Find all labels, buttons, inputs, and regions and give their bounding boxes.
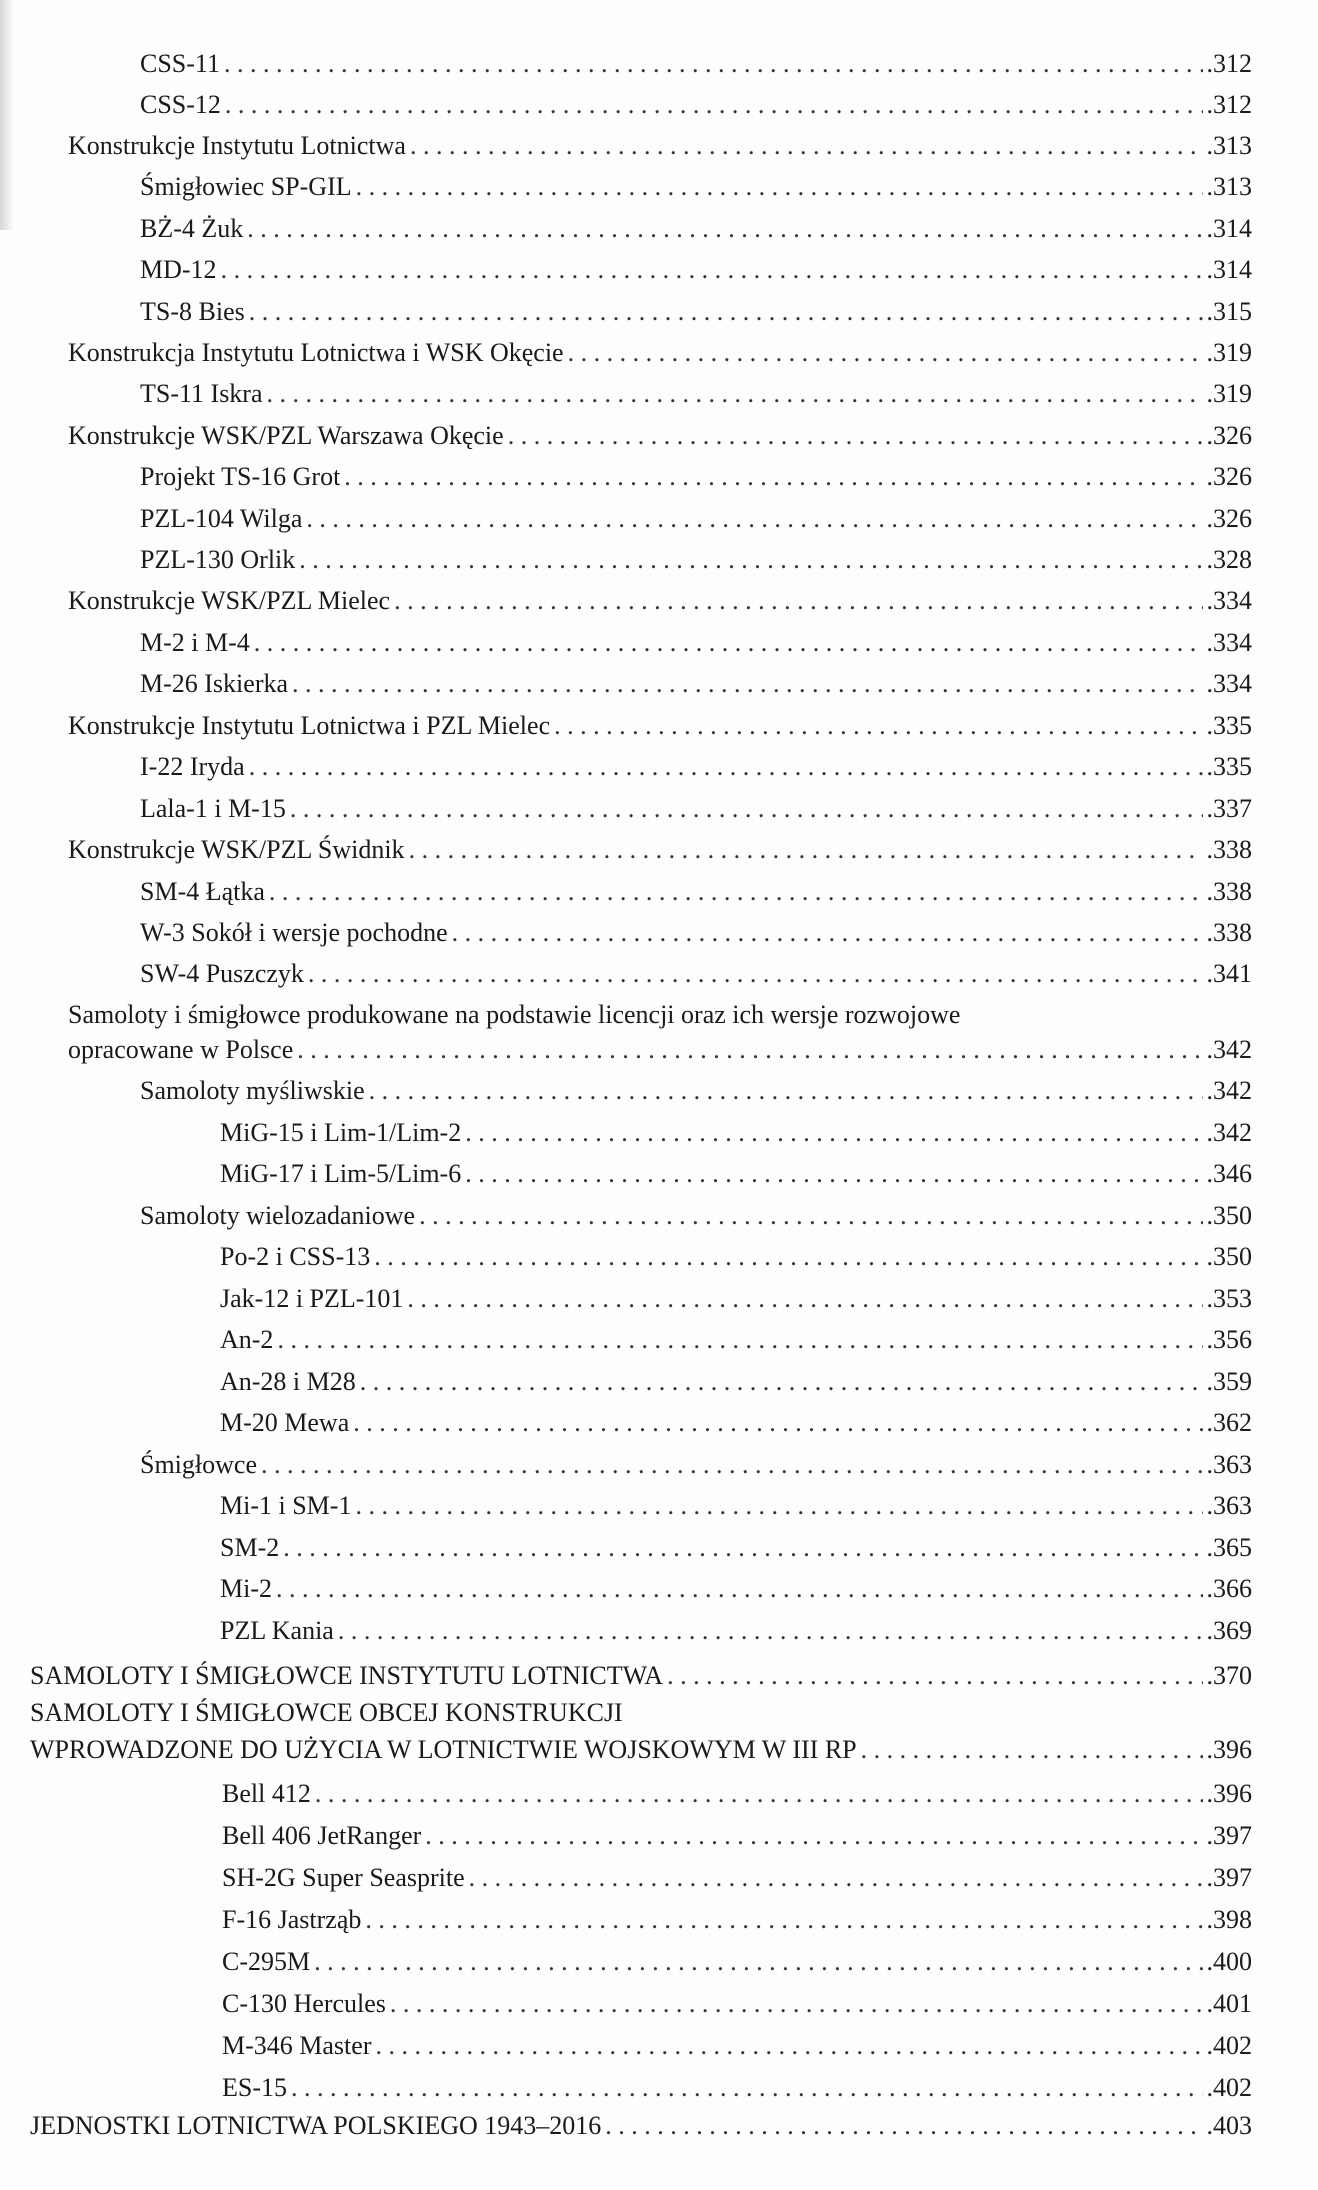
leader-dots	[291, 2072, 1203, 2104]
toc-entry-title: M-20 Mewa	[220, 1408, 350, 1437]
toc-entry-page: .319	[1206, 379, 1252, 408]
leader-dots	[249, 751, 1203, 783]
toc-entry	[222, 1778, 1252, 1810]
leader-dots	[425, 1820, 1202, 1852]
toc-entry-title: PZL-130 Orlik	[140, 545, 296, 574]
toc-entry-page: .328	[1206, 545, 1252, 574]
toc-entry-title: Jak-12 i PZL-101	[220, 1284, 404, 1313]
toc-entry-page: .403	[1206, 2111, 1252, 2140]
toc-entry	[222, 1904, 1252, 1936]
toc-entry-title: CSS-12	[140, 90, 221, 119]
toc-entry	[140, 1075, 1252, 1107]
toc-entry	[222, 2072, 1252, 2104]
toc-entry-page: .326	[1206, 421, 1252, 450]
toc-entry-title: PZL Kania	[220, 1616, 334, 1645]
toc-entry-title: Konstrukcje WSK/PZL Mielec	[68, 586, 391, 615]
toc-entry-title-line1: SAMOLOTY I ŚMIGŁOWCE OBCEJ KONSTRUKCJI	[30, 1698, 623, 1727]
toc-entry-page: .397	[1206, 1821, 1252, 1850]
leader-dots	[360, 1366, 1203, 1398]
toc-entry	[220, 1532, 1252, 1564]
toc-entry-page: .319	[1206, 338, 1252, 367]
toc-entry-title: W-3 Sokół i wersje pochodne	[140, 918, 448, 947]
toc-entry-page: .312	[1206, 90, 1252, 119]
toc-entry-title: MD-12	[140, 255, 217, 284]
toc-entry-page: .334	[1206, 628, 1252, 657]
toc-entry-title: C-130 Hercules	[222, 1989, 386, 2018]
toc-entry	[140, 958, 1252, 990]
toc-entry-page: .398	[1206, 1905, 1252, 1934]
leader-dots	[299, 544, 1202, 576]
toc-entry-page: .338	[1206, 835, 1252, 864]
toc-entry-page: .397	[1206, 1863, 1252, 1892]
toc-entry-title: C-295M	[222, 1947, 311, 1976]
leader-dots	[254, 627, 1203, 659]
toc-entry-title: I-22 Iryda	[140, 752, 245, 781]
toc-entry-page: .402	[1206, 2031, 1252, 2060]
leader-dots	[225, 89, 1203, 121]
toc-entry-page: .359	[1206, 1367, 1252, 1396]
toc-entry	[220, 1241, 1252, 1273]
leader-dots	[390, 1988, 1203, 2020]
toc-entry-page: .342	[1206, 1035, 1252, 1064]
toc-entry-title: JEDNOSTKI LOTNICTWA POLSKIEGO 1943–2016	[30, 2111, 602, 2140]
toc-entry-page: .396	[1206, 1779, 1252, 1808]
toc-entry-page: .338	[1206, 877, 1252, 906]
leader-dots	[308, 958, 1203, 990]
toc-entry-page: .350	[1206, 1242, 1252, 1271]
toc-entry-page: .402	[1206, 2073, 1252, 2102]
toc-entry-title: SAMOLOTY I ŚMIGŁOWCE INSTYTUTU LOTNICTWA	[30, 1661, 664, 1690]
toc-entry-title: M-2 i M-4	[140, 628, 250, 657]
toc-entry-title: Śmigłowiec SP-GIL	[140, 172, 352, 201]
leader-dots	[306, 503, 1202, 535]
toc-entry-page: .342	[1206, 1118, 1252, 1147]
leader-dots	[419, 1200, 1202, 1232]
leader-dots	[269, 876, 1203, 908]
leader-dots	[861, 1734, 1203, 1766]
toc-entry	[30, 2110, 1252, 2142]
toc-entry-title: WPROWADZONE DO UŻYCIA W LOTNICTWIE WOJSKOWYM W III RP	[30, 1735, 857, 1764]
toc-entry-title: Konstrukcje WSK/PZL Świdnik	[68, 835, 405, 864]
toc-entry-title: CSS-11	[140, 49, 220, 78]
toc-entry	[222, 2030, 1252, 2062]
leader-dots	[369, 1075, 1203, 1107]
leader-dots	[410, 130, 1203, 162]
leader-dots	[355, 1490, 1202, 1522]
toc-entry-title: Samoloty wielozadaniowe	[140, 1201, 416, 1230]
leader-dots	[407, 1283, 1202, 1315]
leader-dots	[394, 585, 1202, 617]
toc-entry	[140, 461, 1252, 493]
toc-entry	[140, 503, 1252, 535]
toc-entry	[68, 585, 1252, 617]
toc-entry-title: opracowane w Polsce	[68, 1035, 294, 1064]
toc-entry-title: Konstrukcje Instytutu Lotnictwa	[68, 131, 406, 160]
toc-entry	[140, 1200, 1252, 1232]
toc-entry	[140, 254, 1252, 286]
toc-entry-page: .401	[1206, 1989, 1252, 2018]
toc-entry-page: .334	[1206, 669, 1252, 698]
toc-entry	[140, 1449, 1252, 1481]
toc-entry-title: An-28 i M28	[220, 1367, 356, 1396]
leader-dots	[314, 1946, 1202, 1978]
toc-entry-title: TS-8 Bies	[140, 297, 245, 326]
toc-entry-page: .369	[1206, 1616, 1252, 1645]
toc-entry-page: .370	[1206, 1661, 1252, 1690]
leader-dots	[605, 2110, 1202, 2142]
toc-entry	[30, 1660, 1252, 1692]
leader-dots	[249, 296, 1203, 328]
toc-entry	[222, 1988, 1252, 2020]
toc-entry-title: PZL-104 Wilga	[140, 504, 303, 533]
toc-entry	[222, 1820, 1252, 1852]
leader-dots	[221, 254, 1203, 286]
leader-dots	[508, 420, 1203, 452]
toc-entry	[140, 296, 1252, 328]
toc-entry	[140, 48, 1252, 80]
toc-entry-title: Mi-2	[220, 1574, 272, 1603]
toc-entry-page: .356	[1206, 1325, 1252, 1354]
toc-entry-page: .326	[1206, 462, 1252, 491]
toc-entry-title: M-346 Master	[222, 2031, 372, 2060]
toc-entry-title: Śmigłowce	[140, 1450, 257, 1479]
leader-dots	[568, 337, 1203, 369]
scan-edge-shadow	[0, 0, 14, 230]
toc-entry-title: SW-4 Puszczyk	[140, 959, 304, 988]
toc-entry-page: .342	[1206, 1076, 1252, 1105]
leader-dots	[469, 1862, 1203, 1894]
leader-dots	[452, 917, 1203, 949]
leader-dots	[277, 1324, 1202, 1356]
toc-entry-page: .366	[1206, 1574, 1252, 1603]
leader-dots	[356, 171, 1203, 203]
leader-dots	[247, 213, 1202, 245]
leader-dots	[283, 1532, 1202, 1564]
toc-entry-page: .341	[1206, 959, 1252, 988]
leader-dots	[375, 2030, 1202, 2062]
toc-entry	[220, 1573, 1252, 1605]
toc-entry-page: .312	[1206, 49, 1252, 78]
toc-entry-page: .363	[1206, 1450, 1252, 1479]
toc-entry-page: .353	[1206, 1284, 1252, 1313]
leader-dots	[297, 1034, 1202, 1066]
toc-entry-page: .335	[1206, 752, 1252, 781]
toc-entry	[68, 710, 1252, 742]
toc-entry-title: Po-2 i CSS-13	[220, 1242, 371, 1271]
toc-entry-title: An-2	[220, 1325, 274, 1354]
toc-entry	[140, 213, 1252, 245]
leader-dots	[353, 1407, 1202, 1439]
toc-entry-page: .335	[1206, 711, 1252, 740]
toc-entry-page: .313	[1206, 172, 1252, 201]
leader-dots	[409, 834, 1203, 866]
toc-entry	[68, 337, 1252, 369]
toc-entry	[140, 627, 1252, 659]
toc-entry-title: SH-2G Super Seasprite	[222, 1863, 465, 1892]
toc-entry-title: MiG-17 i Lim-5/Lim-6	[220, 1159, 462, 1188]
toc-entry-page: .314	[1206, 214, 1252, 243]
toc-entry-title: Konstrukcje WSK/PZL Warszawa Okęcie	[68, 421, 504, 450]
toc-entry-title: TS-11 Iskra	[140, 379, 263, 408]
leader-dots	[315, 1778, 1203, 1810]
toc-entry-title: Bell 412	[222, 1779, 311, 1808]
toc-entry-title: ES-15	[222, 2073, 287, 2102]
toc-entry-title: MiG-15 i Lim-1/Lim-2	[220, 1118, 462, 1147]
leader-dots	[365, 1904, 1202, 1936]
leader-dots	[554, 710, 1202, 742]
toc-entry-title: Samoloty myśliwskie	[140, 1076, 365, 1105]
toc-entry	[68, 130, 1252, 162]
leader-dots	[667, 1660, 1202, 1692]
toc-entry	[140, 751, 1252, 783]
toc-entry-page: .363	[1206, 1491, 1252, 1520]
toc-entry-title: F-16 Jastrząb	[222, 1905, 362, 1934]
toc-entry-page: .314	[1206, 255, 1252, 284]
toc-entry-title: BŻ-4 Żuk	[140, 214, 244, 243]
toc-entry	[140, 876, 1252, 908]
toc-entry	[140, 668, 1252, 700]
leader-dots	[290, 793, 1203, 825]
toc-entry	[220, 1615, 1252, 1647]
toc-entry	[30, 1734, 1252, 1766]
leader-dots	[374, 1241, 1202, 1273]
toc-entry	[140, 544, 1252, 576]
toc-entry-title: Bell 406 JetRanger	[222, 1821, 422, 1850]
leader-dots	[465, 1117, 1202, 1149]
toc-entry-page: .346	[1206, 1159, 1252, 1188]
toc-entry-page: .334	[1206, 586, 1252, 615]
toc-entry-page: .315	[1206, 297, 1252, 326]
toc-entry-page: .326	[1206, 504, 1252, 533]
toc-entry-title: SM-4 Łątka	[140, 877, 265, 906]
leader-dots	[276, 1573, 1203, 1605]
toc-entry	[140, 793, 1252, 825]
toc-entry-title: Konstrukcja Instytutu Lotnictwa i WSK Okęcie	[68, 338, 564, 367]
toc-entry-page: .400	[1206, 1947, 1252, 1976]
leader-dots	[267, 378, 1203, 410]
toc-entry	[140, 917, 1252, 949]
leader-dots	[261, 1449, 1203, 1481]
toc-entry	[220, 1158, 1252, 1190]
toc-entry	[222, 1946, 1252, 1978]
toc-entry	[140, 89, 1252, 121]
toc-entry	[220, 1407, 1252, 1439]
toc-entry-page: .350	[1206, 1201, 1252, 1230]
toc-entry	[68, 1034, 1252, 1066]
toc-entry	[220, 1490, 1252, 1522]
toc-entry	[222, 1862, 1252, 1894]
toc-entry	[220, 1366, 1252, 1398]
toc-entry-page: .396	[1206, 1735, 1252, 1764]
toc-entry	[220, 1283, 1252, 1315]
toc-entry	[140, 378, 1252, 410]
toc-entry-title: Mi-1 i SM-1	[220, 1491, 352, 1520]
toc-entry-page: .313	[1206, 131, 1252, 160]
toc-entry-title: M-26 Iskierka	[140, 669, 289, 698]
toc-entry	[140, 171, 1252, 203]
leader-dots	[344, 461, 1202, 493]
toc-entry	[68, 420, 1252, 452]
leader-dots	[338, 1615, 1203, 1647]
toc-entry	[220, 1117, 1252, 1149]
toc-entry-page: .338	[1206, 918, 1252, 947]
toc-entry-title: SM-2	[220, 1533, 280, 1562]
toc-entry	[220, 1324, 1252, 1356]
leader-dots	[465, 1158, 1202, 1190]
toc-entry-page: .365	[1206, 1533, 1252, 1562]
toc-entry	[68, 834, 1252, 866]
leader-dots	[292, 668, 1202, 700]
toc-entry-page: .337	[1206, 794, 1252, 823]
toc-entry-title: Konstrukcje Instytutu Lotnictwa i PZL Mielec	[68, 711, 551, 740]
toc-entry-title-line1: Samoloty i śmigłowce produkowane na podstawie licencji oraz ich wersje rozwojowe	[68, 1000, 961, 1029]
toc-entry-title: Projekt TS-16 Grot	[140, 462, 341, 491]
leader-dots	[224, 48, 1203, 80]
toc-entry-title: Lala-1 i M-15	[140, 794, 286, 823]
toc-entry-page: .362	[1206, 1408, 1252, 1437]
